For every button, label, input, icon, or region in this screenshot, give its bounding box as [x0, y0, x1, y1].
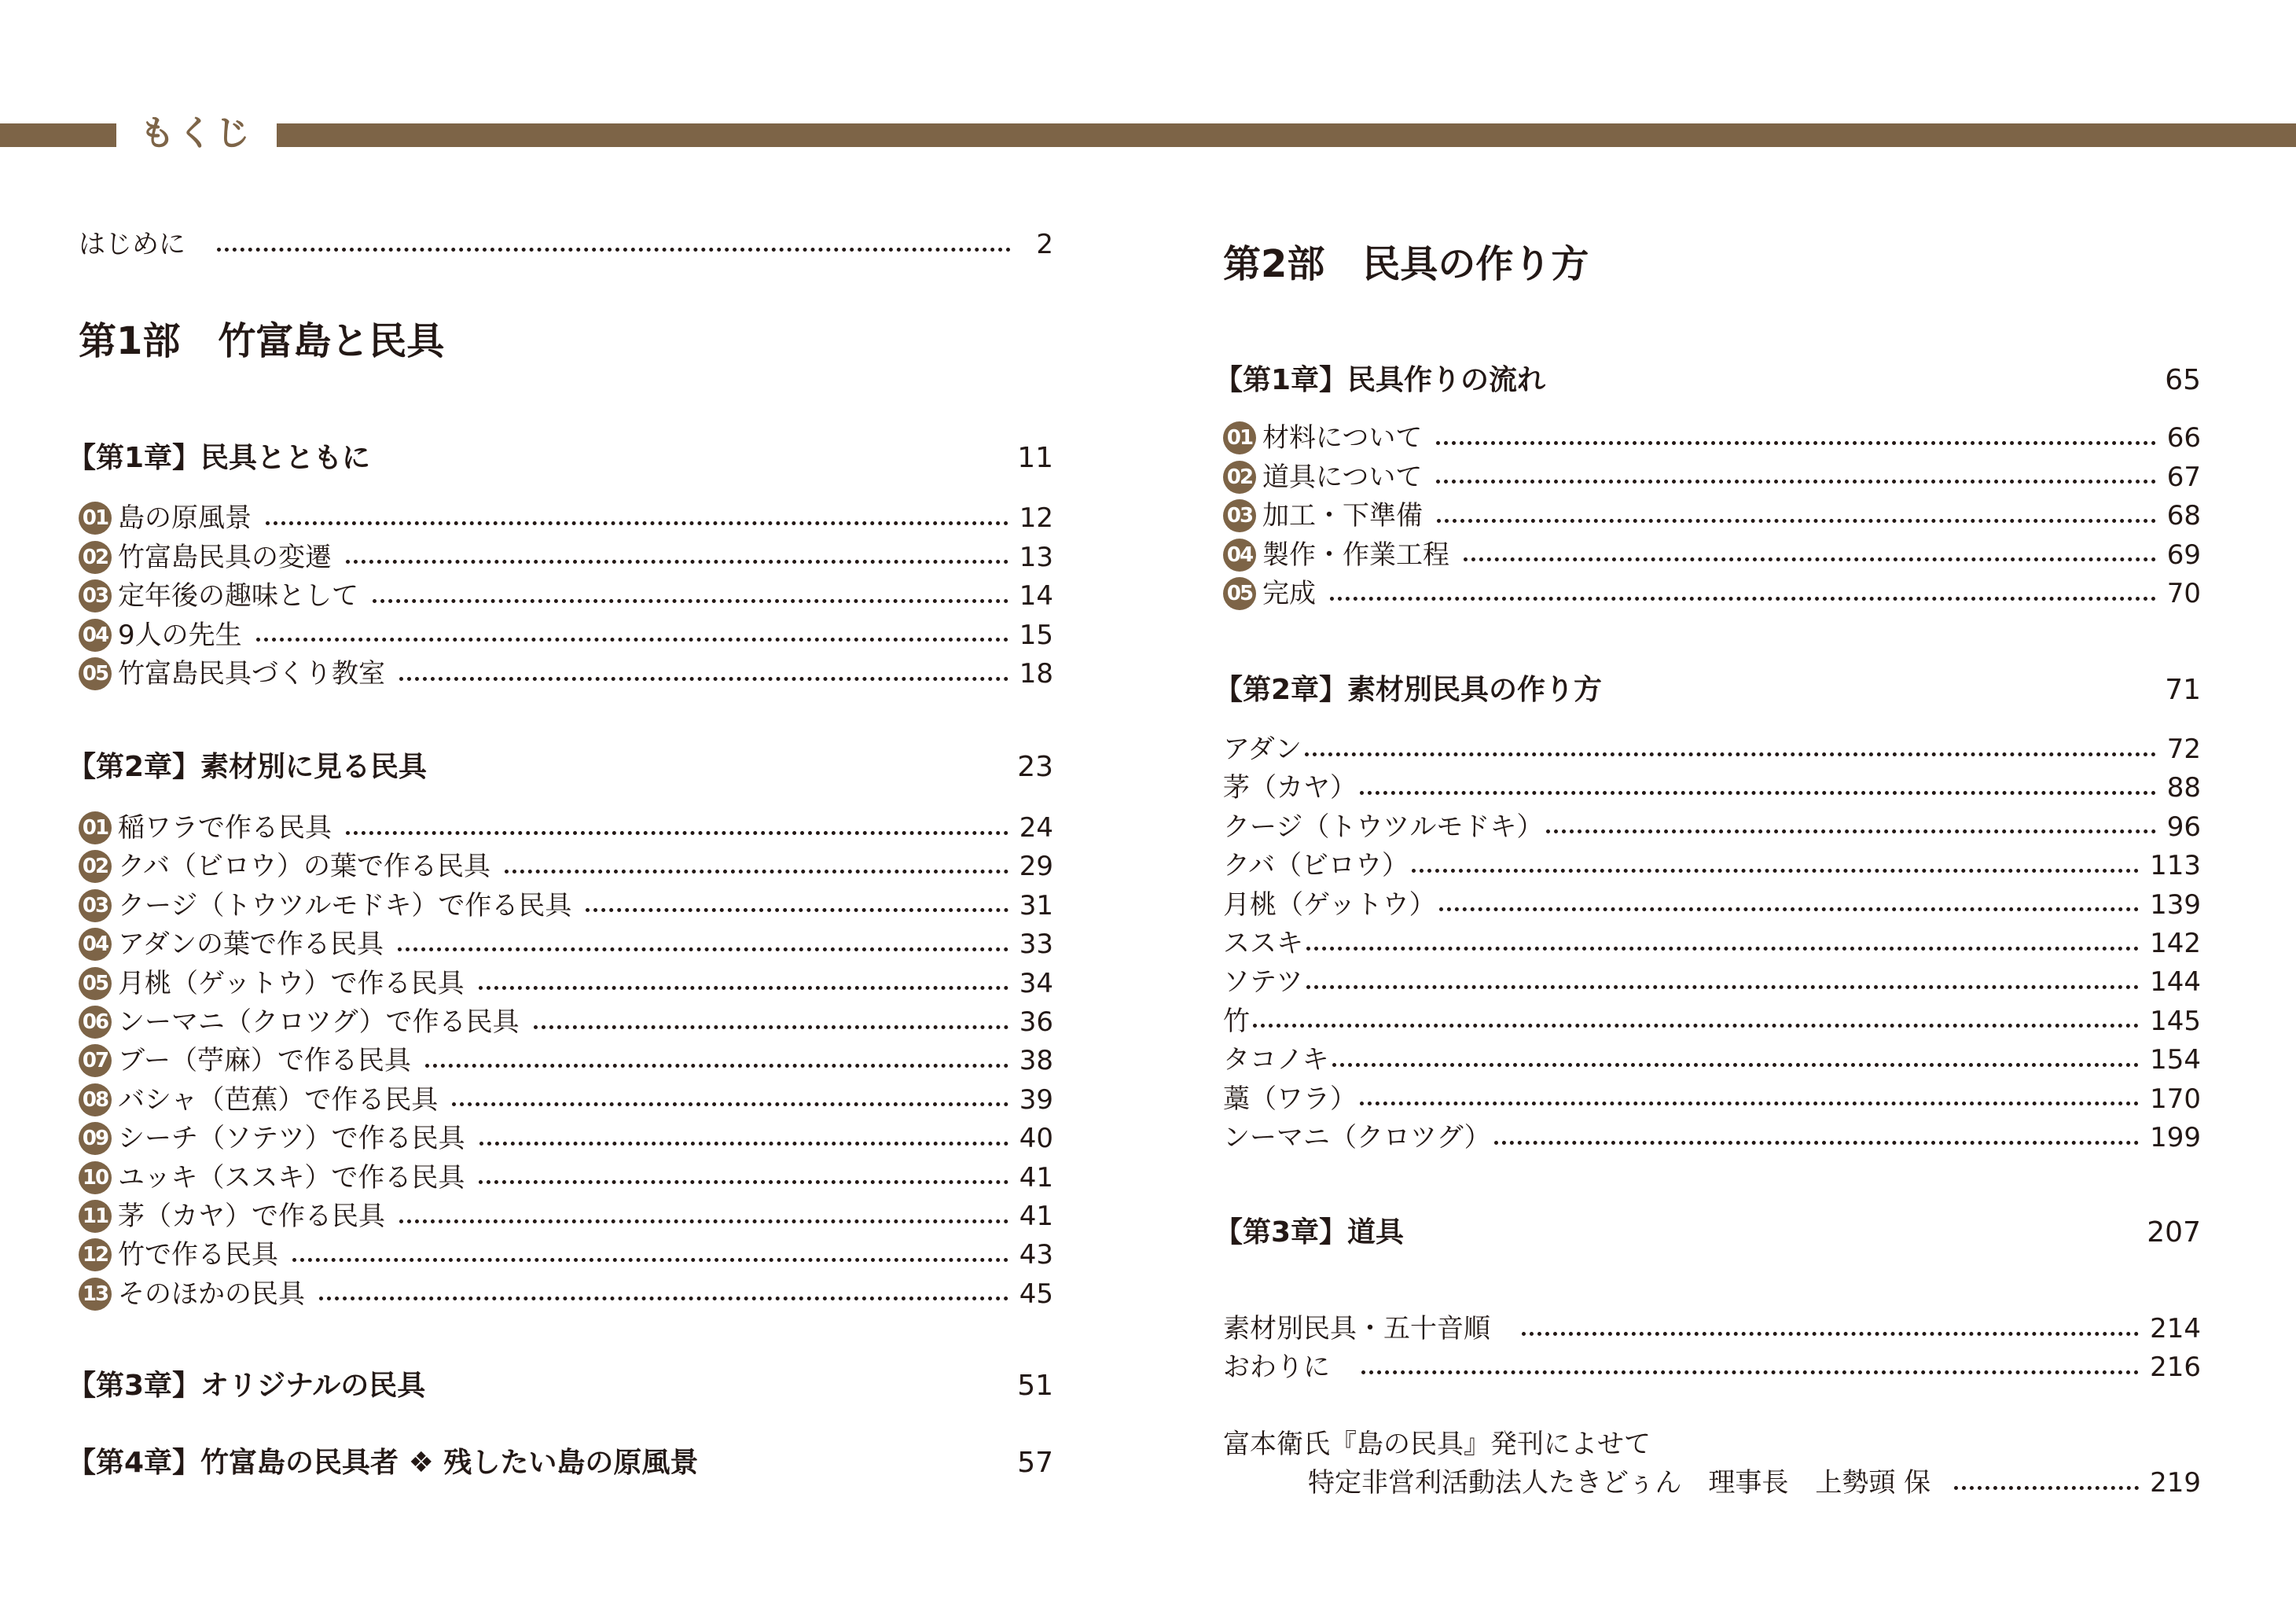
chapter-page: 51 — [1017, 1370, 1053, 1402]
toc-label: ンーマニ（クロツグ） — [1223, 1122, 1491, 1153]
toc-label: 9人の先生 — [118, 619, 242, 651]
chapter-page: 65 — [2165, 364, 2201, 396]
item-number-badge: 05 — [79, 657, 112, 690]
leader-dots — [1412, 869, 2139, 873]
chapter-page: 57 — [1017, 1447, 1053, 1479]
toc-label: タコノキ — [1223, 1044, 1329, 1076]
leader-dots — [479, 986, 1008, 990]
toc-page: 68 — [2166, 500, 2201, 531]
toc-label: 材料について — [1262, 422, 1423, 454]
toc-row[interactable] — [79, 656, 1053, 692]
toc-page: 72 — [2166, 734, 2201, 765]
toc-heading: もくじ — [140, 113, 253, 153]
toc-row[interactable] — [79, 888, 1053, 924]
toc-row[interactable] — [79, 1004, 1053, 1040]
leader-dots — [292, 1258, 1008, 1262]
toc-row[interactable] — [1223, 848, 2201, 884]
leader-dots — [1360, 1102, 2139, 1105]
item-number-badge: 11 — [79, 1200, 112, 1233]
header-bar-right — [277, 123, 2296, 147]
toc-label: 稲ワラで作る民具 — [118, 812, 332, 844]
toc-label: クバ（ビロウ）の葉で作る民具 — [118, 851, 490, 883]
toc-row[interactable] — [1223, 964, 2201, 1000]
leader-dots — [1437, 519, 2156, 523]
toc-page: 113 — [2150, 850, 2201, 882]
toc-page: 144 — [2150, 966, 2201, 999]
toc-row[interactable] — [1223, 887, 2201, 923]
toc-row-intro[interactable] — [79, 226, 1053, 263]
toc-page: 31 — [1019, 889, 1053, 921]
toc-row[interactable] — [1223, 537, 2201, 573]
toc-label: シーチ（ソテツ）で作る民具 — [118, 1123, 465, 1155]
toc-page: 12 — [1019, 502, 1053, 534]
toc-page: 14 — [1019, 580, 1053, 612]
part1-title: 第1部 竹富島と民具 — [79, 319, 445, 363]
chapter-row-4[interactable] — [68, 1445, 1053, 1481]
item-number-badge: 01 — [1223, 421, 1256, 454]
leader-dots — [373, 599, 1008, 603]
item-number-badge: 06 — [79, 1006, 112, 1039]
chapter-row-r3[interactable] — [1214, 1215, 2201, 1251]
toc-row[interactable] — [1223, 420, 2201, 456]
toc-row[interactable] — [79, 539, 1053, 576]
toc-label: クージ（トウツルモドキ） — [1223, 811, 1544, 843]
toc-page: 34 — [1019, 967, 1053, 999]
afterword-author: 特定非営利活動法人たきどぅん 理事長 上勢頭 保 — [1308, 1467, 1931, 1499]
toc-row[interactable] — [79, 965, 1053, 1002]
toc-label: 製作・作業工程 — [1262, 539, 1449, 571]
item-number-badge: 08 — [79, 1083, 112, 1116]
toc-page: 38 — [1019, 1045, 1053, 1077]
leader-dots — [256, 638, 1008, 642]
leader-dots — [398, 947, 1008, 951]
toc-page: 24 — [1019, 812, 1053, 844]
chapter-page: 71 — [2165, 674, 2201, 706]
toc-row[interactable] — [79, 1198, 1053, 1234]
toc-label: 道具について — [1262, 461, 1423, 493]
toc-page: 154 — [2150, 1044, 2201, 1076]
chapter-label: 【第3章】オリジナルの民具 — [68, 1370, 426, 1402]
leader-dots — [1330, 597, 2156, 601]
chapter-row-2[interactable] — [68, 749, 1053, 785]
chapter-label: 【第3章】道具 — [1214, 1216, 1405, 1249]
toc-row[interactable] — [1223, 809, 2201, 845]
toc-page: 142 — [2150, 928, 2201, 959]
toc-label: 加工・下準備 — [1262, 500, 1423, 531]
toc-row[interactable] — [79, 1237, 1053, 1273]
leader-dots — [1954, 1486, 2139, 1490]
toc-label: おわりに — [1223, 1352, 1330, 1383]
toc-page: 145 — [2150, 1005, 2201, 1037]
toc-label: 月桃（ゲットウ）で作る民具 — [118, 967, 465, 999]
header-bar-left — [0, 123, 116, 147]
toc-row[interactable] — [79, 617, 1053, 653]
toc-page: 18 — [1019, 658, 1053, 690]
toc-page: 199 — [2150, 1122, 2201, 1153]
leader-dots — [1439, 907, 2139, 911]
part2-title: 第2部 民具の作り方 — [1223, 242, 1589, 286]
item-number-badge: 02 — [79, 850, 112, 883]
item-number-badge: 02 — [79, 541, 112, 574]
item-number-badge: 12 — [79, 1238, 112, 1271]
toc-label: アダンの葉で作る民具 — [118, 929, 384, 961]
leader-dots — [346, 560, 1008, 564]
item-number-badge: 07 — [79, 1044, 112, 1077]
chapter-row-r1[interactable] — [1214, 362, 2201, 399]
item-number-badge: 04 — [1223, 539, 1256, 572]
toc-label: 竹で作る民具 — [118, 1239, 278, 1271]
chapter-row-3[interactable] — [68, 1368, 1053, 1404]
toc-label: 完成 — [1262, 578, 1316, 609]
toc-page: 216 — [2150, 1352, 2201, 1383]
toc-page: 45 — [1019, 1278, 1053, 1310]
leader-dots — [1253, 1024, 2139, 1028]
afterword-title — [1223, 1426, 1651, 1462]
leader-dots — [319, 1297, 1008, 1300]
item-number-badge: 05 — [79, 967, 112, 1000]
toc-label: 定年後の趣味として — [118, 580, 358, 612]
leader-dots — [1306, 985, 2139, 989]
toc-page: 170 — [2150, 1083, 2201, 1115]
toc-page: 33 — [1019, 929, 1053, 961]
chapter-label: 【第4章】竹富島の民具者 ❖ 残したい島の原風景 — [68, 1447, 699, 1479]
toc-page: 70 — [2166, 578, 2201, 609]
leader-dots — [1494, 1141, 2139, 1145]
toc-label: 月桃（ゲットウ） — [1223, 888, 1436, 921]
toc-label: クバ（ビロウ） — [1223, 850, 1409, 882]
toc-row-index[interactable] — [1223, 1311, 2201, 1347]
item-number-badge: 03 — [79, 579, 112, 612]
toc-row[interactable] — [79, 1120, 1053, 1157]
leader-dots — [346, 831, 1008, 835]
toc-label: そのほかの民具 — [118, 1278, 305, 1310]
toc-label: はじめに — [79, 229, 186, 260]
chapter-row-r2[interactable] — [1214, 672, 2201, 708]
toc-label: 茅（カヤ）で作る民具 — [118, 1201, 385, 1232]
toc-page: 43 — [1019, 1239, 1053, 1271]
toc-label: 素材別民具・五十音順 — [1223, 1313, 1490, 1344]
toc-label: 竹富島民具づくり教室 — [118, 658, 385, 690]
toc-label: ンーマニ（クロツグ）で作る民具 — [118, 1006, 520, 1038]
chapter-page: 11 — [1017, 442, 1053, 474]
toc-page: 67 — [2166, 461, 2201, 493]
item-number-badge: 02 — [1223, 461, 1256, 494]
toc-page: 40 — [1019, 1123, 1053, 1155]
toc-page: 39 — [1019, 1083, 1053, 1116]
toc-row[interactable] — [79, 1082, 1053, 1118]
leader-dots — [452, 1102, 1008, 1106]
toc-row-afterword[interactable] — [1308, 1465, 2201, 1501]
toc-page: 13 — [1019, 541, 1053, 573]
toc-label: 茅（カヤ） — [1223, 772, 1357, 804]
toc-label: 島の原風景 — [118, 502, 252, 534]
toc-row[interactable] — [79, 848, 1053, 885]
toc-row[interactable] — [79, 810, 1053, 846]
toc-label: ソテツ — [1223, 966, 1303, 999]
leader-dots — [399, 1219, 1008, 1223]
chapter-label: 【第1章】民具作りの流れ — [1214, 364, 1546, 396]
leader-dots — [1436, 441, 2155, 445]
leader-dots — [1522, 1332, 2139, 1336]
leader-dots — [266, 521, 1008, 525]
leader-dots — [534, 1025, 1008, 1029]
toc-label: 竹 — [1223, 1005, 1250, 1037]
toc-label: ブー（苧麻）で作る民具 — [118, 1045, 411, 1077]
leader-dots — [1361, 1370, 2139, 1374]
afterword-title-text: 富本衛氏『島の民具』発刊によせて — [1223, 1429, 1651, 1460]
leader-dots — [586, 908, 1008, 912]
toc-row[interactable] — [79, 500, 1053, 536]
toc-row[interactable] — [79, 1276, 1053, 1312]
toc-page: 15 — [1019, 619, 1053, 651]
leader-dots — [479, 1180, 1008, 1184]
toc-page: 29 — [1019, 851, 1053, 883]
toc-row[interactable] — [1223, 498, 2201, 534]
toc-label: バシャ（芭蕉）で作る民具 — [118, 1083, 439, 1116]
toc-page: 41 — [1019, 1161, 1053, 1194]
chapter-label: 【第1章】民具とともに — [68, 442, 371, 474]
toc-row[interactable] — [79, 1160, 1053, 1196]
toc-row[interactable] — [1223, 1003, 2201, 1039]
toc-label: ススキ — [1223, 928, 1303, 959]
toc-row[interactable] — [1223, 1120, 2201, 1156]
toc-label: クージ（トウツルモドキ）で作る民具 — [118, 889, 572, 921]
item-number-badge: 01 — [79, 502, 112, 535]
toc-page: 2 — [1036, 229, 1053, 260]
toc-label: ユッキ（ススキ）で作る民具 — [118, 1161, 465, 1194]
chapter-label: 【第2章】素材別に見る民具 — [68, 751, 428, 783]
toc-row[interactable] — [1223, 925, 2201, 962]
leader-dots — [399, 677, 1008, 681]
item-number-badge: 05 — [1223, 577, 1256, 610]
toc-page: 96 — [2166, 811, 2201, 843]
chapter-label: 【第2章】素材別民具の作り方 — [1214, 674, 1603, 706]
leader-dots — [1546, 829, 2155, 833]
toc-label: 竹富島民具の変遷 — [118, 541, 332, 573]
chapter-row-1[interactable] — [68, 440, 1053, 476]
leader-dots — [1332, 1063, 2139, 1067]
item-number-badge: 10 — [79, 1161, 112, 1194]
leader-dots — [479, 1142, 1008, 1146]
item-number-badge: 09 — [79, 1122, 112, 1155]
toc-row-outro[interactable] — [1223, 1349, 2201, 1385]
toc-page: 36 — [1019, 1006, 1053, 1038]
leader-dots — [425, 1064, 1008, 1068]
chapter-page: 23 — [1017, 751, 1053, 783]
item-number-badge: 13 — [79, 1278, 112, 1311]
leader-dots — [505, 870, 1008, 874]
toc-row[interactable] — [79, 1043, 1053, 1079]
toc-row[interactable] — [1223, 576, 2201, 612]
toc-row[interactable] — [1223, 459, 2201, 495]
toc-row[interactable] — [79, 578, 1053, 614]
toc-row[interactable] — [1223, 1081, 2201, 1117]
toc-page: 214 — [2150, 1313, 2201, 1344]
leader-dots — [217, 248, 1011, 252]
item-number-badge: 03 — [79, 889, 112, 922]
toc-page: 139 — [2150, 888, 2201, 921]
leader-dots — [1436, 480, 2155, 484]
leader-dots — [1306, 947, 2139, 951]
chapter-page: 207 — [2147, 1216, 2201, 1249]
toc-label: アダン — [1223, 734, 1302, 765]
leader-dots — [1360, 791, 2156, 795]
toc-label: 藁（ワラ） — [1223, 1083, 1357, 1115]
toc-page: 66 — [2166, 422, 2201, 454]
toc-page: 41 — [1019, 1201, 1053, 1232]
item-number-badge: 04 — [79, 928, 112, 961]
toc-row[interactable] — [1223, 1042, 2201, 1078]
toc-row[interactable] — [1223, 731, 2201, 767]
leader-dots — [1464, 557, 2156, 561]
leader-dots — [1305, 752, 2156, 756]
toc-page: 219 — [2150, 1467, 2201, 1499]
item-number-badge: 01 — [79, 811, 112, 844]
item-number-badge: 03 — [1223, 499, 1256, 532]
item-number-badge: 04 — [79, 619, 112, 652]
toc-row[interactable] — [1223, 770, 2201, 806]
toc-row[interactable] — [79, 926, 1053, 962]
toc-page: 88 — [2166, 772, 2201, 804]
toc-page: 69 — [2166, 539, 2201, 571]
